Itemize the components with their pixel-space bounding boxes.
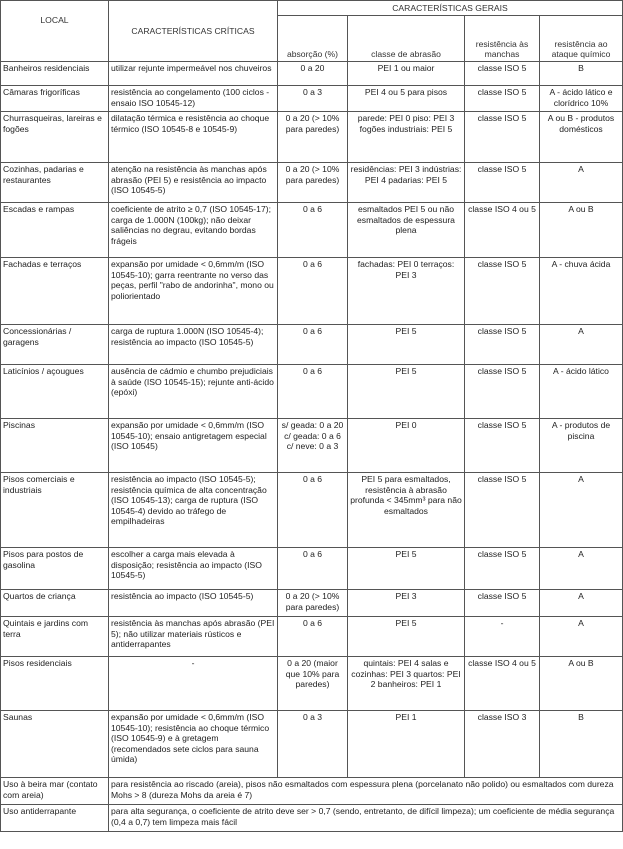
cell-absorcao: 0 a 3 xyxy=(278,86,348,112)
cell-local: Escadas e rampas xyxy=(1,203,109,258)
table-row xyxy=(1,548,623,590)
cell-criticas: coeficiente de atrito ≥ 0,7 (ISO 10545-17); carga de 1.000N (100kg); não deixar saliências no degrau, evitando bordas frágeis xyxy=(109,203,278,258)
cell-manchas: classe ISO 5 xyxy=(465,86,540,112)
table-row xyxy=(1,163,623,203)
cell-abrasao: PEI 1 xyxy=(348,711,465,778)
table-row xyxy=(1,112,623,163)
cell-abrasao: PEI 3 xyxy=(348,590,465,617)
header-classe-abrasao: classe de abrasão xyxy=(348,16,465,62)
cell-local: Câmaras frigoríficas xyxy=(1,86,109,112)
cell-quimico: A ou B - produtos domésticos xyxy=(540,112,623,163)
cell-manchas: classe ISO 5 xyxy=(465,112,540,163)
cell-abrasao: residências: PEI 3 indústrias: PEI 4 padarias: PEI 5 xyxy=(348,163,465,203)
cell-absorcao: 0 a 6 xyxy=(278,203,348,258)
note-text: para resistência ao riscado (areia), pisos não esmaltados com espessura plena (porcelanato não polido) ou esmaltados com dureza Mohs > 8 (dureza Mohs da areia é 7) xyxy=(109,778,623,805)
table-row xyxy=(1,86,623,112)
table-row xyxy=(1,590,623,617)
cell-criticas: - xyxy=(109,657,278,711)
cell-quimico: A - produtos de piscina xyxy=(540,419,623,473)
cell-quimico: A xyxy=(540,590,623,617)
table-row xyxy=(1,325,623,365)
cell-criticas: resistência ao impacto (ISO 10545-5); resistência química de alta concentração (ISO 10545-13); carga de ruptura (ISO 10545-4) devido ao tráfego de empilhadeiras xyxy=(109,473,278,548)
cell-manchas: classe ISO 5 xyxy=(465,473,540,548)
cell-abrasao: PEI 5 xyxy=(348,365,465,419)
cell-criticas: resistência ao impacto (ISO 10545-5) xyxy=(109,590,278,617)
cell-abrasao: PEI 5 xyxy=(348,617,465,657)
cell-criticas: expansão por umidade < 0,6mm/m (ISO 10545-10); garra reentrante no verso das peças, perfil "rabo de andorinha", mono ou poliorientado xyxy=(109,258,278,325)
cell-abrasao: PEI 5 xyxy=(348,325,465,365)
cell-local: Banheiros residenciais xyxy=(1,62,109,86)
note-local: Uso antiderrapante xyxy=(1,805,109,832)
cell-local: Cozinhas, padarias e restaurantes xyxy=(1,163,109,203)
cell-absorcao: 0 a 20 (> 10% para paredes) xyxy=(278,163,348,203)
cell-criticas: expansão por umidade < 0,6mm/m (ISO 10545-10); ensaio antigretagem especial (ISO 10545) xyxy=(109,419,278,473)
cell-absorcao: s/ geada: 0 a 20 c/ geada: 0 a 6 c/ neve: 0 a 3 xyxy=(278,419,348,473)
cell-absorcao: 0 a 20 (> 10% para paredes) xyxy=(278,590,348,617)
cell-manchas: classe ISO 5 xyxy=(465,163,540,203)
header-absorcao: absorção (%) xyxy=(278,16,348,62)
header-caracteristicas-criticas: CARACTERÍSTICAS CRÍTICAS xyxy=(109,1,278,62)
cell-local: Pisos residenciais xyxy=(1,657,109,711)
table-row xyxy=(1,473,623,548)
cell-absorcao: 0 a 6 xyxy=(278,548,348,590)
table-row xyxy=(1,419,623,473)
cell-manchas: classe ISO 5 xyxy=(465,590,540,617)
cell-abrasao: fachadas: PEI 0 terraços: PEI 3 xyxy=(348,258,465,325)
cell-manchas: classe ISO 5 xyxy=(465,548,540,590)
cell-absorcao: 0 a 20 (> 10% para paredes) xyxy=(278,112,348,163)
cell-manchas: - xyxy=(465,617,540,657)
cell-absorcao: 0 a 3 xyxy=(278,711,348,778)
cell-manchas: classe ISO 5 xyxy=(465,325,540,365)
cell-manchas: classe ISO 5 xyxy=(465,62,540,86)
cell-criticas: resistência ao congelamento (100 ciclos - ensaio ISO 10545-12) xyxy=(109,86,278,112)
cell-absorcao: 0 a 6 xyxy=(278,473,348,548)
cell-criticas: utilizar rejunte impermeável nos chuveiros xyxy=(109,62,278,86)
cell-manchas: classe ISO 4 ou 5 xyxy=(465,657,540,711)
cell-local: Saunas xyxy=(1,711,109,778)
cell-local: Piscinas xyxy=(1,419,109,473)
cell-criticas: ausência de cádmio e chumbo prejudiciais à saúde (ISO 10545-15); rejunte anti-ácido (epóxi) xyxy=(109,365,278,419)
cell-absorcao: 0 a 6 xyxy=(278,617,348,657)
cell-absorcao: 0 a 6 xyxy=(278,325,348,365)
note-row xyxy=(1,778,623,805)
table-row xyxy=(1,203,623,258)
cell-abrasao: PEI 0 xyxy=(348,419,465,473)
cell-manchas: classe ISO 5 xyxy=(465,419,540,473)
table-row xyxy=(1,258,623,325)
header-resistencia-manchas: resistência às manchas xyxy=(465,16,540,62)
cell-abrasao: parede: PEI 0 piso: PEI 3 fogões industriais: PEI 5 xyxy=(348,112,465,163)
cell-quimico: A - ácido lático xyxy=(540,365,623,419)
table-row xyxy=(1,617,623,657)
cell-abrasao: PEI 1 ou maior xyxy=(348,62,465,86)
cell-criticas: escolher a carga mais elevada à disposição; resistência ao impacto (ISO 10545-5) xyxy=(109,548,278,590)
cell-criticas: dilatação térmica e resistência ao choque térmico (ISO 10545-8 e 10545-9) xyxy=(109,112,278,163)
cell-manchas: classe ISO 5 xyxy=(465,258,540,325)
cell-criticas: resistência às manchas após abrasão (PEI 5); não utilizar materiais rústicos e antiderrapantes xyxy=(109,617,278,657)
table-row xyxy=(1,657,623,711)
header-caracteristicas-gerais: CARACTERÍSTICAS GERAIS xyxy=(278,1,623,16)
cell-quimico: A xyxy=(540,617,623,657)
cell-abrasao: PEI 5 xyxy=(348,548,465,590)
cell-criticas: carga de ruptura 1.000N (ISO 10545-4); resistência ao impacto (ISO 10545-5) xyxy=(109,325,278,365)
header-resistencia-quimica: resistência ao ataque químico xyxy=(540,16,623,62)
cell-local: Quintais e jardins com terra xyxy=(1,617,109,657)
header-local: LOCAL xyxy=(1,1,109,62)
cell-manchas: classe ISO 4 ou 5 xyxy=(465,203,540,258)
cell-quimico: A xyxy=(540,548,623,590)
cell-manchas: classe ISO 5 xyxy=(465,365,540,419)
cell-absorcao: 0 a 20 (maior que 10% para paredes) xyxy=(278,657,348,711)
cell-quimico: A ou B xyxy=(540,203,623,258)
cell-local: Laticínios / açougues xyxy=(1,365,109,419)
cell-quimico: A xyxy=(540,473,623,548)
cell-local: Concessionárias / garagens xyxy=(1,325,109,365)
cell-absorcao: 0 a 6 xyxy=(278,365,348,419)
cell-local: Pisos comerciais e industriais xyxy=(1,473,109,548)
cell-abrasao: PEI 5 para esmaltados, resistência à abrasão profunda < 345mm³ para não esmaltados xyxy=(348,473,465,548)
cell-manchas: classe ISO 3 xyxy=(465,711,540,778)
cell-abrasao: PEI 4 ou 5 para pisos xyxy=(348,86,465,112)
cell-absorcao: 0 a 20 xyxy=(278,62,348,86)
cell-local: Fachadas e terraços xyxy=(1,258,109,325)
cell-quimico: A ou B xyxy=(540,657,623,711)
cell-quimico: A xyxy=(540,163,623,203)
cell-quimico: A xyxy=(540,325,623,365)
cell-quimico: B xyxy=(540,62,623,86)
cell-local: Churrasqueiras, lareiras e fogões xyxy=(1,112,109,163)
cell-quimico: A - chuva ácida xyxy=(540,258,623,325)
cell-abrasao: quintais: PEI 4 salas e cozinhas: PEI 3 quartos: PEI 2 banheiros: PEI 1 xyxy=(348,657,465,711)
table-row xyxy=(1,711,623,778)
table-row xyxy=(1,62,623,86)
cell-quimico: A - ácido lático e clorídrico 10% xyxy=(540,86,623,112)
cell-criticas: expansão por umidade < 0,6mm/m (ISO 10545-10); resistência ao choque térmico (ISO 10545-9) e à gretagem (recomendados sete ciclos para sauna úmida) xyxy=(109,711,278,778)
note-row xyxy=(1,805,623,832)
cell-quimico: B xyxy=(540,711,623,778)
cell-abrasao: esmaltados PEI 5 ou não esmaltados de espessura plena xyxy=(348,203,465,258)
cell-criticas: atenção na resistência às manchas após abrasão (PEI 5) e resistência ao impacto (ISO 10545-5) xyxy=(109,163,278,203)
note-local: Uso à beira mar (contato com areia) xyxy=(1,778,109,805)
cell-absorcao: 0 a 6 xyxy=(278,258,348,325)
table-row xyxy=(1,365,623,419)
cell-local: Pisos para postos de gasolina xyxy=(1,548,109,590)
note-text: para alta segurança, o coeficiente de atrito deve ser > 0,7 (sendo, entretanto, de difícil limpeza); um coeficiente de média segurança (0,4 a 0,7) tem limpeza mais fácil xyxy=(109,805,623,832)
cell-local: Quartos de criança xyxy=(1,590,109,617)
